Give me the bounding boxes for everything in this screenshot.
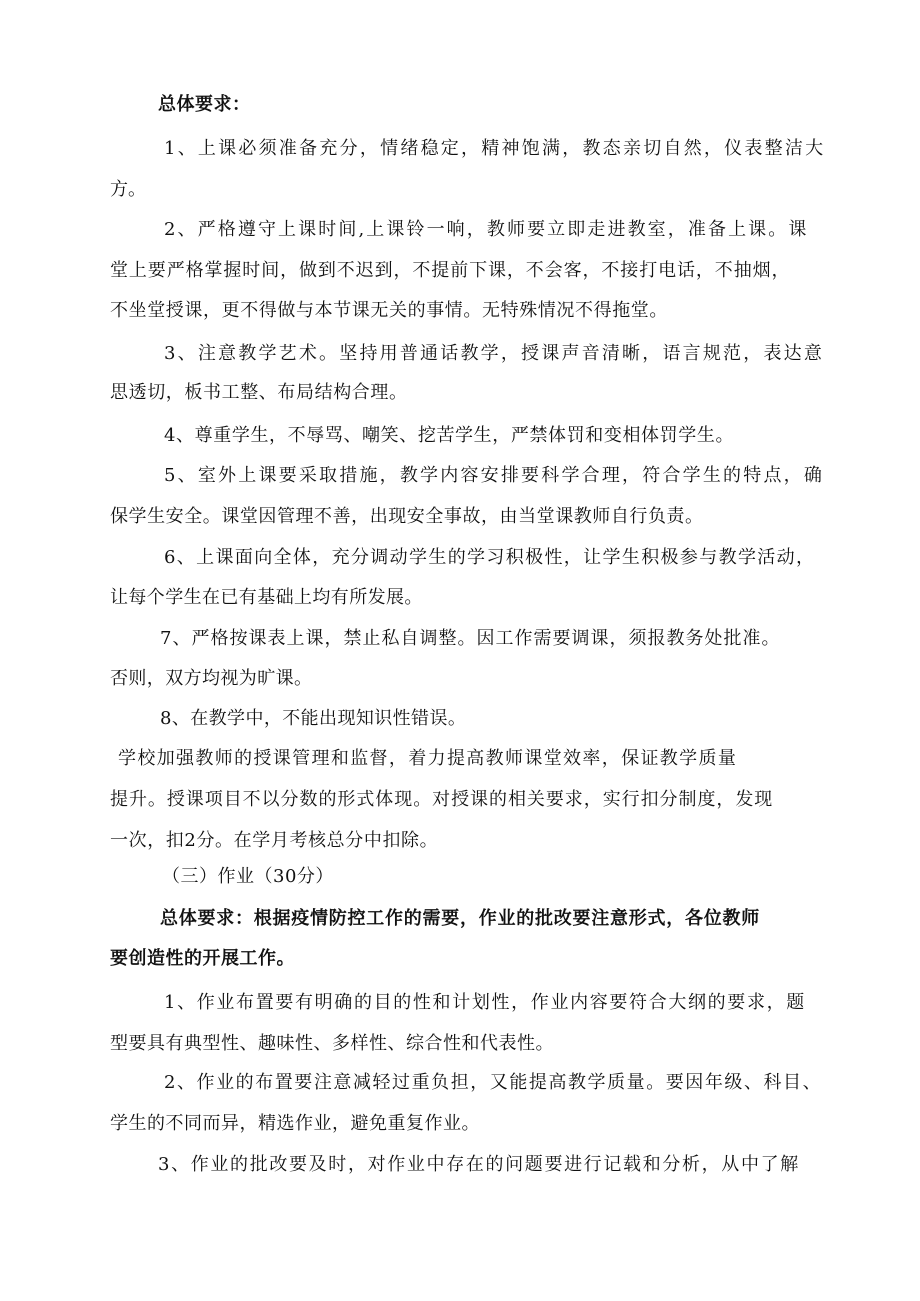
section-heading-requirements: 总体要求： — [158, 94, 251, 115]
text-line-7: 思透切，板书工整、布局结构合理。 — [110, 382, 408, 403]
text-line-18: 一次，扣2分。在学月考核总分中扣除。 — [110, 830, 439, 851]
text-line-5: 不坐堂授课，更不得做与本节课无关的事情。无特殊情况不得拖堂。 — [110, 300, 668, 321]
text-line-3: 2、严格遵守上课时间,上课铃一响，教师要立即走进教室，准备上课。课 — [164, 219, 809, 240]
text-line-8: 4、尊重学生，不辱骂、嘲笑、挖苦学生，严禁体罚和变相体罚学生。 — [164, 425, 735, 446]
text-line-17: 提升。授课项目不以分数的形式体现。对授课的相关要求，实行扣分制度，发现 — [110, 789, 774, 810]
text-line-9: 5、室外上课要采取措施，教学内容安排要科学合理，符合学生的特点，确 — [164, 465, 825, 486]
text-line-6: 3、注意教学艺术。坚持用普通话教学，授课声音清晰，语言规范，表达意 — [164, 343, 825, 364]
text-line-26: 3、作业的批改要及时，对作业中存在的问题要进行记载和分析，从中了解 — [158, 1154, 800, 1175]
section-heading-homework: （三）作业（30分） — [162, 866, 334, 887]
text-line-4: 堂上要严格掌握时间，做到不迟到，不提前下课，不会客，不接打电话，不抽烟， — [110, 260, 791, 281]
text-line-16: 学校加强教师的授课管理和监督，着力提高教师课堂效率，保证教学质量 — [118, 748, 738, 769]
text-line-23: 型要具有典型性、趣味性、多样性、综合性和代表性。 — [110, 1033, 554, 1054]
text-line-2: 方。 — [110, 179, 146, 200]
text-line-11: 6、上课面向全体，充分调动学生的学习积极性，让学生积极参与教学活动， — [164, 547, 816, 568]
homework-requirements-line-2: 要创造性的开展工作。 — [110, 948, 295, 969]
text-line-14: 否则，双方均视为旷课。 — [110, 668, 313, 689]
text-line-1: 1、上课必须准备充分，情绪稳定，精神饱满，教态亲切自然，仪表整洁大 — [164, 138, 826, 159]
text-line-12: 让每个学生在已有基础上均有所发展。 — [110, 587, 423, 608]
text-line-13: 7、严格按课表上课，禁止私自调整。因工作需要调课，须报教务处批准。 — [160, 628, 781, 649]
text-line-22: 1、作业布置要有明确的目的性和计划性，作业内容要符合大纲的要求，题 — [164, 992, 806, 1013]
homework-requirements-line-1: 总体要求：根据疫情防控工作的需要，作业的批改要注意形式，各位教师 — [160, 908, 760, 929]
text-line-25: 学生的不同而异，精选作业，避免重复作业。 — [110, 1113, 480, 1134]
text-line-24: 2、作业的布置要注意减轻过重负担，又能提高教学质量。要因年级、科目、 — [164, 1072, 823, 1093]
text-line-10: 保学生安全。课堂因管理不善，出现安全事故，由当堂课教师自行负责。 — [110, 506, 704, 527]
text-line-15: 8、在教学中，不能出现知识性错误。 — [160, 708, 467, 729]
